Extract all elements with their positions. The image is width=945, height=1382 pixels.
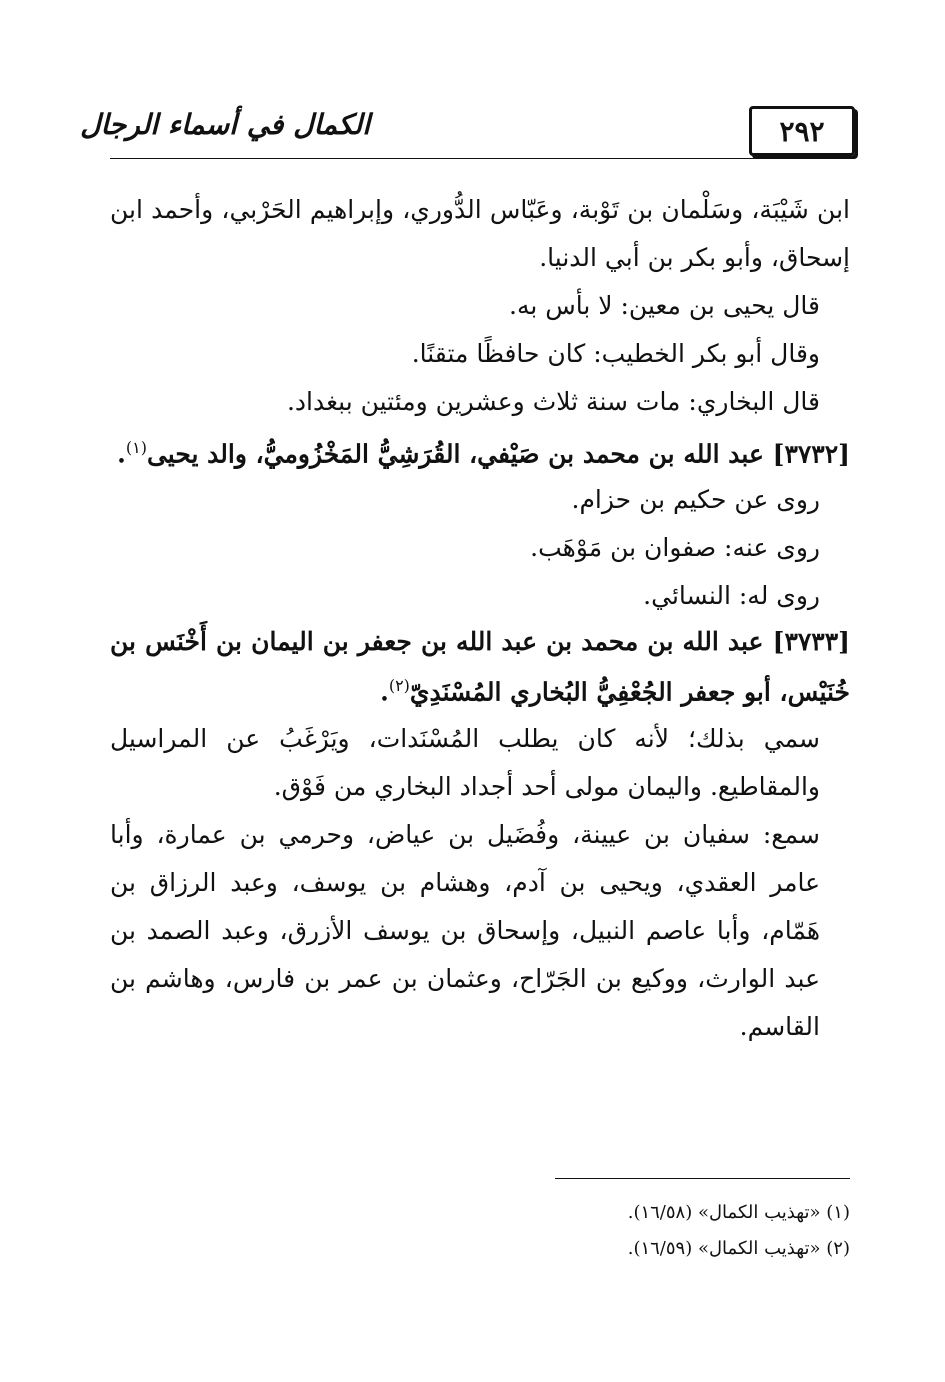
running-title: الكمال في أسماء الرجال	[80, 108, 370, 141]
paragraph: قال يحيى بن معين: لا بأس به.	[509, 291, 820, 320]
entry-heading: [٣٧٣٣] عبد الله بن محمد بن عبد الله بن جعفر بن اليمان بن أَخْنَس بن خُنَيْس، أبو جعفر الجُعْفِيُّ البُخاري المُسْنَدِيّ$^{(٢)}$.	[110, 627, 850, 707]
page-number: ٢٩٢	[749, 106, 855, 156]
paragraph: روى عن حكيم بن حزام.	[571, 485, 820, 515]
paragraph: روى له: النسائي.	[643, 581, 820, 611]
footnote-ref: (٢)	[388, 676, 410, 696]
entry-name: عبد الله بن محمد بن عبد الله بن جعفر بن اليمان بن أَخْنَس بن خُنَيْس، أبو جعفر الجُعْفِيُّ البُخاري المُسْنَدِيّ	[110, 627, 850, 707]
page-body	[110, 186, 850, 1051]
paragraph: قال البخاري: مات سنة ثلاث وعشرين ومئتين ببغداد.	[286, 387, 820, 416]
paragraph: ابن شَيْبَة، وسَلْمان بن تَوْبة، وعَبّاس الدُّوري، وإبراهيم الحَرْبي، وأحمد ابن إسحاق، وأبو بكر بن أبي الدنيا.	[110, 195, 850, 272]
paragraph: روى عنه: صفوان بن مَوْهَب.	[530, 533, 820, 563]
footnote: (١) «تهذيب الكمال» (١٦/٥٨).	[627, 1202, 850, 1223]
entry-number: [٣٧٣٢]	[772, 439, 850, 469]
footnotes	[400, 1195, 850, 1267]
footnote-rule	[555, 1178, 850, 1179]
page-header	[80, 96, 855, 160]
paragraph: سمي بذلك؛ لأنه كان يطلب المُسْنَدات، ويَرْغَبُ عن المراسيل والمقاطيع. واليمان مولى أحد أجداد البخاري من فَوْق.	[110, 723, 820, 801]
paragraph: سمع: سفيان بن عيينة، وفُضَيل بن عياض، وحرمي بن عمارة، وأبا عامر العقدي، ويحيى بن آدم، وهشام بن يوسف، وعبد الرزاق بن هَمّام، وأبا عاصم النبيل، وإسحاق بن يوسف الأزرق، وعبد الصمد بن عبد الوارث، ووكيع بن الجَرّاح، وعثمان بن عمر بن فارس، وهاشم بن القاسم.	[110, 819, 820, 1041]
entry-heading: [٣٧٣٢] عبد الله بن محمد بن صَيْفي، القُرَشِيُّ المَخْزُوميُّ، والد يحيى$^{(١)}$.	[117, 438, 850, 469]
entry-number: [٣٧٣٣]	[772, 627, 850, 657]
paragraph: وقال أبو بكر الخطيب: كان حافظًا متقنًا.	[411, 339, 820, 368]
entry-name: عبد الله بن محمد بن صَيْفي، القُرَشِيُّ المَخْزُوميُّ، والد يحيى	[146, 439, 764, 469]
header-rule	[110, 158, 855, 159]
footnote: (٢) «تهذيب الكمال» (١٦/٥٩).	[627, 1238, 850, 1259]
footnote-ref: (١)	[125, 438, 147, 457]
